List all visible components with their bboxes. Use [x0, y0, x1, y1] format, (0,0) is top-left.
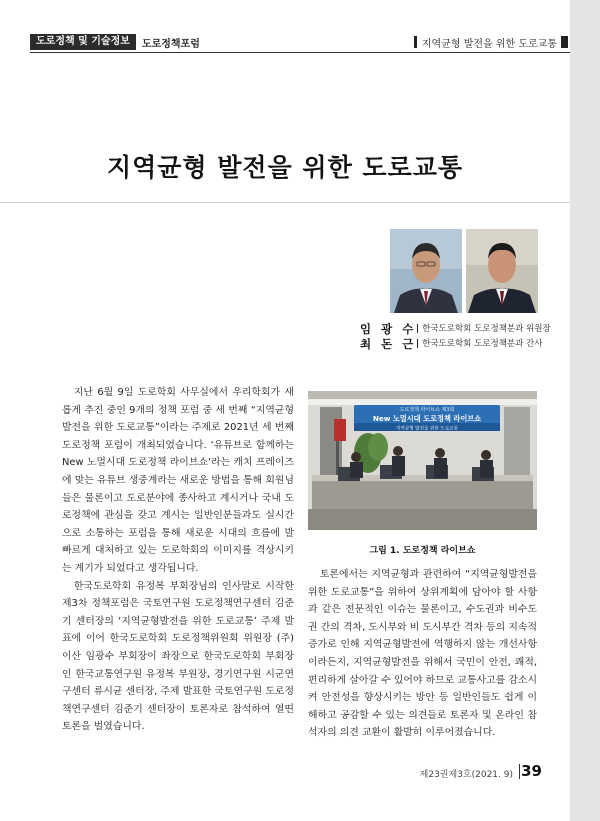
issue-label: 제23권제3호(2021. 9): [419, 770, 513, 780]
forum-photo: [308, 391, 537, 530]
author-name: 최 돈 근: [360, 337, 417, 351]
page-edge-strip: [570, 0, 600, 821]
page-number: 39: [521, 762, 542, 780]
banner-subtitle-text: 지역균형 발전을 위한 도로교통: [395, 426, 459, 432]
author-photo-lim: [390, 229, 462, 313]
header-end-marker: [561, 36, 568, 48]
author-affiliation: 한국도로학회 도로정책분과 위원장: [422, 324, 551, 334]
section-header: [30, 34, 200, 50]
author-separator: |: [416, 339, 420, 349]
author-affiliation: 한국도로학회 도로정책분과 간사: [422, 339, 543, 349]
body-column-right: [308, 566, 537, 742]
title-rule: [0, 202, 570, 203]
author-list: [360, 322, 551, 352]
article-title: 지역균형 발전을 위한 도로교통: [106, 153, 464, 182]
category-label: 도로정책 및 기술정보: [30, 34, 136, 50]
header-rule: [30, 52, 570, 53]
author-row: [360, 322, 551, 337]
header-bar-marker: [414, 36, 417, 48]
author-separator: |: [416, 324, 420, 334]
running-title: 지역균형 발전을 위한 도로교통: [421, 38, 557, 50]
running-header: [414, 34, 568, 50]
author-row: [360, 337, 551, 352]
footer-separator: [519, 764, 520, 779]
author-photo-choi: [466, 229, 538, 313]
author-name: 임 광 수: [360, 322, 417, 336]
subcategory-label: 도로정책포럼: [141, 38, 200, 50]
banner-small-text: 도로정책 라이브쇼 제3회: [399, 407, 455, 413]
body-paragraph: 한국도로학회 유정복 부회장님의 인사말로 시작한 제3차 정책포럼은 국토연구원 도로정책연구센터 김준기 센터장의 ‘지역균형발전을 위한 도로교통’ 주제 발표에 이어 한국도로학회 도로정책위원회 위원장 (주)이산 임광수 부회장이 좌장으로 한국도로학회 부회장인 한국교통연구원 유정복 부원장, 경기연구원 시군연구센터 류시균 센터장, 주제 발표한 국토연구원 도로정책연구센터 김준기 센터장이 토론자로 참석하여 열띤 토론을 벌였습니다.: [62, 580, 294, 733]
figure-caption: 그림 1. 도로정책 라이브쇼: [369, 546, 476, 556]
body-paragraph: 지난 6월 9일 도로학회 사무실에서 우리학회가 새롭게 추진 중인 9개의 정책 포럼 중 세 번째 “지역균형 발전을 위한 도로교통”이라는 주제로 2021년 세 번째 도로정책 포럼이 개최되었습니다. ‘유튜브로 함께하는 New 노멀시대 도로정책 라이브쇼’라는 캐치 프레이즈에 맞는 유튜브 생중계라는 새로운 방법을 통해 회원님들은 물론이고 도로분야에 종사하고 계시거나 국내 도로정책에 관심을 갖고 계시는 일반인분들과도 실시간으로 소통하는 포럼을 통해 새로운 시대의 흐름에 발 빠르게 대처하고 있는 도로학회의 이미지를 격상시키는 계기가 되었다고 생각됩니다.: [62, 387, 294, 574]
banner-title-text: New 노멀시대 도로정책 라이브쇼: [372, 414, 482, 423]
body-column-left: [62, 384, 294, 736]
body-paragraph: 토론에서는 지역균형과 관련하여 “지역균형발전을 위한 도로교통”을 위하여 상위계획에 담아야 할 사항과 같은 전문적인 이슈는 물론이고, 수도권과 비수도권 간의 격차, 도시부와 비 도시부간 격차 등의 지속적 증가로 인해 지역균형발전에 역행하지 않는 개선사항이라든지, 지역균형발전을 위해서 국민이 안전, 쾌적, 편리하게 살아갈 수 있어야 하므로 교통사고를 감소시켜 안전성을 향상시키는 방안 등 일반인들도 쉽게 이해하고 공감할 수 있는 의견들로 토론자 및 온라인 참석자의 의견 교환이 활발히 이루어졌습니다.: [308, 569, 537, 739]
